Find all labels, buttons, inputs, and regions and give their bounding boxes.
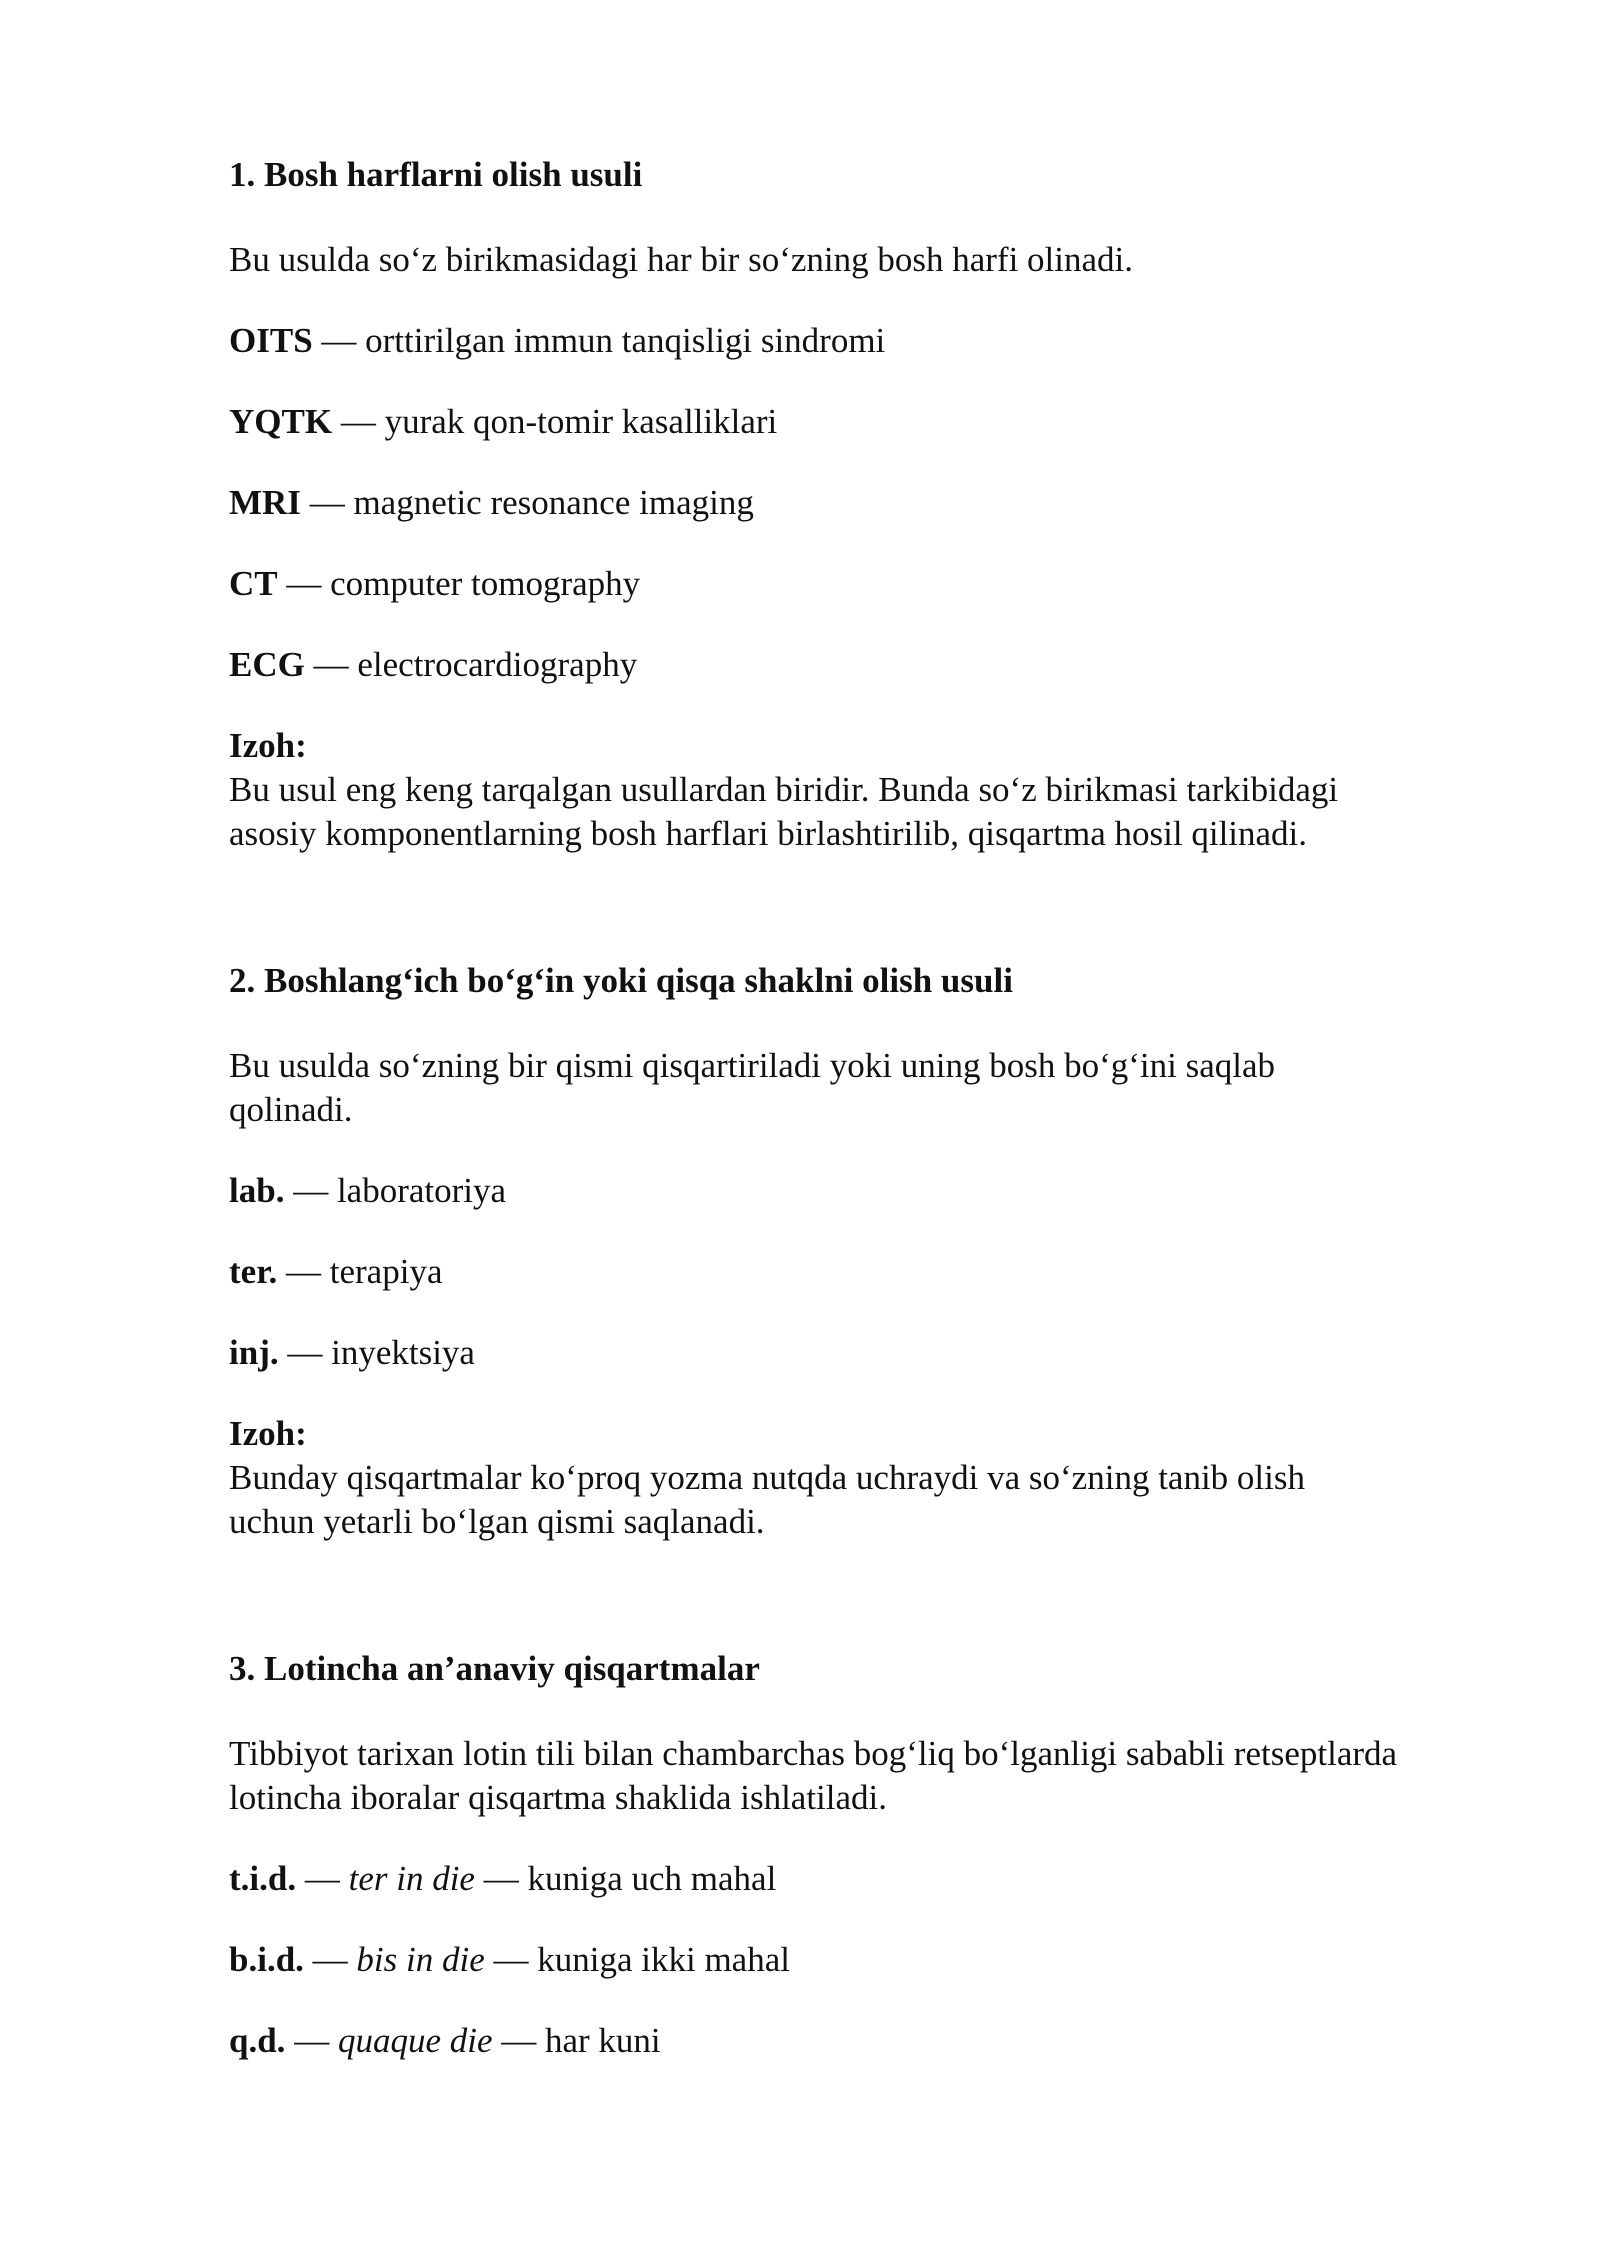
abbreviation-entry: [229, 1250, 442, 1294]
dash: —: [277, 564, 331, 603]
dash: —: [304, 645, 358, 684]
dash: —: [332, 402, 385, 441]
dash: —: [296, 1859, 349, 1898]
meaning: orttirilgan immun tanqisligi sindromi: [365, 321, 886, 360]
latin-abbreviation-entry: [229, 2019, 661, 2063]
latin-phrase: quaque die: [337, 2021, 493, 2060]
note-title: Izoh:: [229, 1414, 307, 1453]
note-title: Izoh:: [229, 726, 307, 765]
intro-line: qolinadi.: [229, 1090, 353, 1129]
meaning: kuniga uch mahal: [527, 1859, 777, 1898]
meaning: computer tomography: [330, 564, 641, 603]
abbreviation: q.d.: [229, 2021, 286, 2060]
meaning: inyektsiya: [331, 1333, 475, 1372]
section-2-heading: 2. Boshlang‘ich bo‘g‘in yoki qisqa shaklni olish usuli: [229, 961, 1013, 1000]
abbreviation-entry: [229, 1169, 506, 1213]
dash: —: [312, 321, 366, 360]
abbreviation-entry: [229, 1331, 475, 1375]
section-1-intro: Bu usulda so‘z birikmasidagi har bir so‘zning bosh harfi olinadi.: [229, 240, 1134, 279]
note-line: asosiy komponentlarning bosh harflari birlashtirilib, qisqartma hosil qilinadi.: [229, 814, 1308, 853]
meaning: magnetic resonance imaging: [353, 483, 754, 522]
dash: —: [284, 1171, 337, 1210]
abbreviation: b.i.d.: [229, 1940, 304, 1979]
abbreviation: ter.: [229, 1252, 278, 1291]
dash: —: [303, 1940, 357, 1979]
meaning: kuniga ikki mahal: [537, 1940, 790, 1979]
intro-line: Bu usulda so‘zning bir qismi qisqartiriladi yoki uning bosh bo‘g‘ini saqlab: [229, 1046, 1276, 1085]
meaning: yurak qon-tomir kasalliklari: [384, 402, 778, 441]
note-text: [229, 1456, 1529, 1544]
dash: —: [484, 1940, 538, 1979]
meaning: laboratoriya: [336, 1171, 507, 1210]
note-line: Bu usul eng keng tarqalgan usullardan biridir. Bunda so‘z birikmasi tarkibidagi: [229, 770, 1339, 809]
section-1-heading: 1. Bosh harflarni olish usuli: [229, 155, 643, 194]
meaning: electrocardiography: [357, 645, 638, 684]
latin-abbreviation-entry: [229, 1938, 790, 1982]
meaning: har kuni: [544, 2021, 661, 2060]
abbreviation: YQTK: [229, 402, 333, 441]
note-text: [229, 768, 1529, 856]
abbreviation: CT: [229, 564, 278, 603]
section-3-intro: [229, 1732, 1529, 1820]
dash: —: [300, 483, 354, 522]
intro-line: lotincha iboralar qisqartma shaklida ishlatiladi.: [229, 1778, 888, 1817]
dash: —: [492, 2021, 545, 2060]
abbreviation: lab.: [229, 1171, 285, 1210]
dash: —: [474, 1859, 528, 1898]
dash: —: [277, 1252, 330, 1291]
dash: —: [278, 1333, 332, 1372]
abbreviation: ECG: [229, 645, 305, 684]
abbreviation: OITS: [229, 321, 313, 360]
meaning: terapiya: [329, 1252, 443, 1291]
intro-line: Tibbiyot tarixan lotin tili bilan chambarchas bog‘liq bo‘lganligi sababli retseptlarda: [229, 1734, 1398, 1773]
abbreviation-entry: [229, 319, 885, 363]
abbreviation: inj.: [229, 1333, 279, 1372]
abbreviation-entry: [229, 400, 777, 444]
latin-phrase: ter in die: [348, 1859, 475, 1898]
note-line: uchun yetarli bo‘lgan qismi saqlanadi.: [229, 1502, 765, 1541]
abbreviation: t.i.d.: [229, 1859, 297, 1898]
section-2-intro: [229, 1044, 1529, 1132]
abbreviation: MRI: [229, 483, 301, 522]
abbreviation-entry: [229, 481, 754, 525]
latin-phrase: bis in die: [356, 1940, 485, 1979]
abbreviation-entry: [229, 643, 637, 687]
note-line: Bunday qisqartmalar ko‘proq yozma nutqda uchraydi va so‘zning tanib olish: [229, 1458, 1305, 1497]
latin-abbreviation-entry: [229, 1857, 776, 1901]
section-3-heading: 3. Lotincha an’anaviy qisqartmalar: [229, 1649, 760, 1688]
dash: —: [285, 2021, 338, 2060]
abbreviation-entry: [229, 562, 640, 606]
